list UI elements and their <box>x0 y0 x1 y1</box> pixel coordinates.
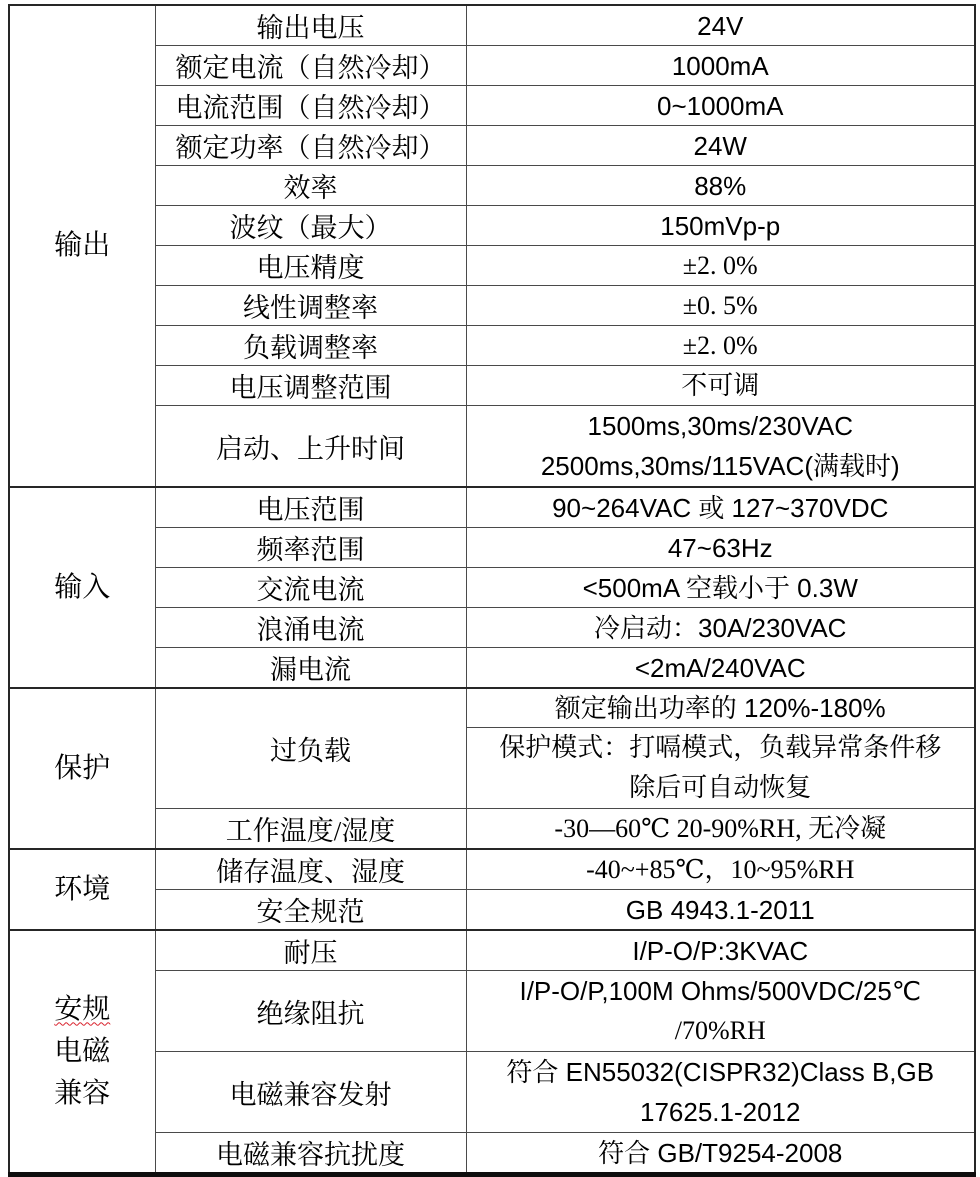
spec-label: 额定功率（自然冷却） <box>155 126 466 166</box>
section-protection <box>9 688 975 849</box>
spec-label: 负载调整率 <box>155 326 466 366</box>
spec-label: 电压精度 <box>155 246 466 286</box>
value-line-2: 2500ms,30ms/115VAC(满载时) <box>540 451 900 481</box>
category-line: 电磁 <box>54 1035 111 1067</box>
spec-label: 电压调整范围 <box>155 366 466 406</box>
spec-label: 波纹（最大） <box>155 206 466 246</box>
spec-value: 150mVp-p <box>466 206 975 246</box>
spec-value: 1000mA <box>466 46 975 86</box>
category-cell-output: 输出 <box>9 5 155 487</box>
spec-label: 工作温度/湿度 <box>155 809 466 850</box>
section-safety-emc <box>9 930 975 1175</box>
spec-value <box>466 971 975 1052</box>
spec-value <box>466 728 975 809</box>
spec-value: <500mA 空载小于 0.3W <box>466 568 975 608</box>
spec-label: 输出电压 <box>155 5 466 46</box>
category-cell-input: 输入 <box>9 487 155 688</box>
section-output <box>9 5 975 487</box>
spec-value: 0~1000mA <box>466 86 975 126</box>
spec-label: 效率 <box>155 166 466 206</box>
spec-value: 24V <box>466 5 975 46</box>
spellcheck-underlined-text: 安规 <box>54 993 111 1025</box>
spec-value: ±0. 5% <box>466 286 975 326</box>
section-input <box>9 487 975 688</box>
value-line-1: I/P-O/P,100M Ohms/500VDC/25℃ <box>519 976 922 1006</box>
spec-label: 交流电流 <box>155 568 466 608</box>
value-line-1: 保护模式：打嗝模式，负载异常条件移 <box>499 733 942 762</box>
spec-table <box>8 4 976 1177</box>
value-line-2: 17625.1-2012 <box>640 1097 801 1127</box>
section-environment <box>9 849 975 930</box>
spec-value: 88% <box>466 166 975 206</box>
spec-value: 符合 GB/T9254-2008 <box>466 1133 975 1175</box>
spec-label: 频率范围 <box>155 528 466 568</box>
spec-value: <2mA/240VAC <box>466 648 975 689</box>
spec-value: ±2. 0% <box>466 326 975 366</box>
spec-label: 电流范围（自然冷却） <box>155 86 466 126</box>
spec-value: 不可调 <box>466 366 975 406</box>
spec-label: 浪涌电流 <box>155 608 466 648</box>
category-cell-safety-emc <box>9 930 155 1175</box>
category-cell-protection: 保护 <box>9 688 155 849</box>
category-cell-environment: 环境 <box>9 849 155 930</box>
spec-label: 电磁兼容抗扰度 <box>155 1133 466 1175</box>
category-line: 兼容 <box>54 1077 111 1109</box>
spec-label: 电压范围 <box>155 487 466 528</box>
spec-value <box>466 406 975 488</box>
value-line-2: /70%RH <box>674 1016 766 1045</box>
category-line <box>10 989 155 1031</box>
spec-value <box>466 1052 975 1133</box>
spec-label: 漏电流 <box>155 648 466 689</box>
spec-label: 电磁兼容发射 <box>155 1052 466 1133</box>
spec-label: 启动、上升时间 <box>155 406 466 488</box>
spec-label: 绝缘阻抗 <box>155 971 466 1052</box>
spec-value: -40~+85℃，10~95%RH <box>466 849 975 890</box>
spec-label: 线性调整率 <box>155 286 466 326</box>
spec-value: 冷启动：30A/230VAC <box>466 608 975 648</box>
spec-label: 安全规范 <box>155 890 466 931</box>
value-line-1: 1500ms,30ms/230VAC <box>587 411 853 441</box>
spec-value: I/P-O/P:3KVAC <box>466 930 975 971</box>
spec-label: 过负载 <box>155 688 466 809</box>
spec-value: 90~264VAC 或 127~370VDC <box>466 487 975 528</box>
spec-label: 储存温度、湿度 <box>155 849 466 890</box>
value-line-2: 除后可自动恢复 <box>629 773 812 802</box>
spec-value: ±2. 0% <box>466 246 975 286</box>
spec-value: 47~63Hz <box>466 528 975 568</box>
spec-value: 24W <box>466 126 975 166</box>
spec-value: 额定输出功率的 120%-180% <box>466 688 975 728</box>
spec-value: -30—60℃ 20-90%RH, 无冷凝 <box>466 809 975 850</box>
spec-label: 额定电流（自然冷却） <box>155 46 466 86</box>
spec-value: GB 4943.1-2011 <box>466 890 975 931</box>
spec-label: 耐压 <box>155 930 466 971</box>
value-line-1: 符合 EN55032(CISPR32)Class B,GB <box>506 1057 935 1087</box>
